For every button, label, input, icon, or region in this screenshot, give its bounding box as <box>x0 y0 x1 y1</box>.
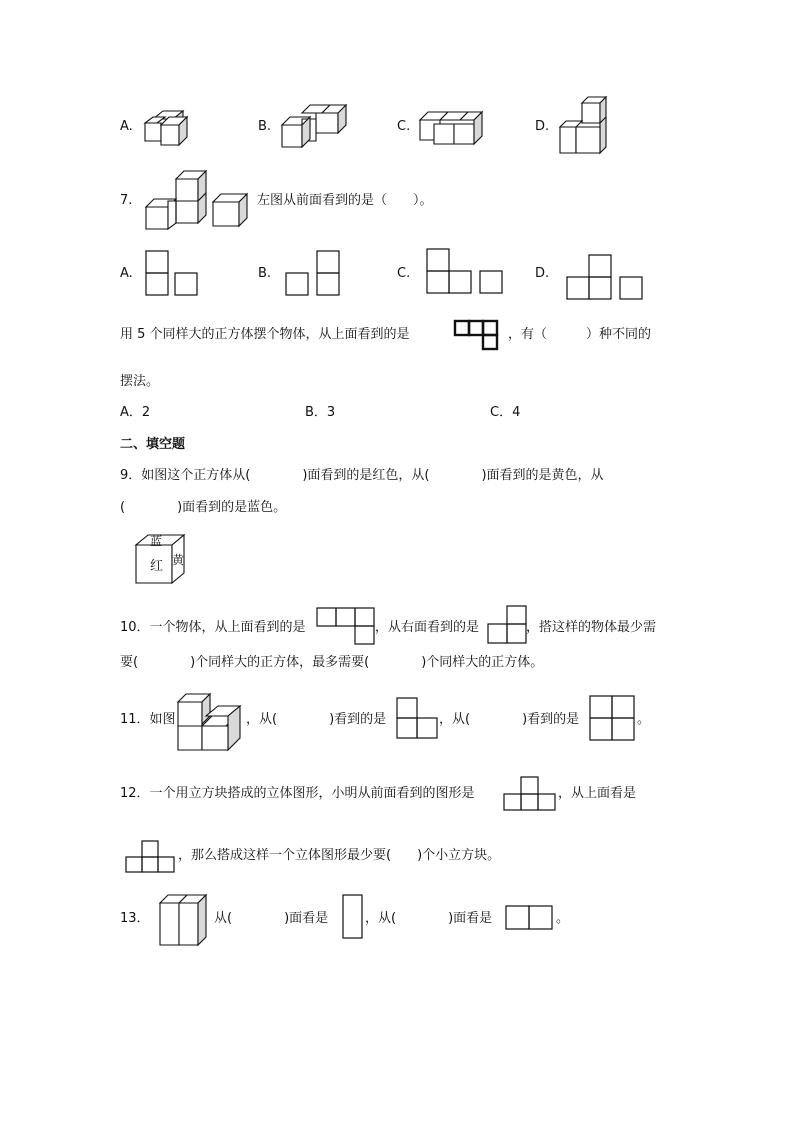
q12-line1-end: ，从上面看是 <box>558 786 637 801</box>
q6-option-d-letter: D. <box>535 119 550 134</box>
q8-text-part1: 用 5 个同样大的正方体摆个物体，从上面看到的是 <box>120 327 410 342</box>
q6-option-c-figure <box>418 106 488 146</box>
q13-view-b-figure <box>505 905 555 931</box>
q6-option-b-figure <box>280 103 348 149</box>
q13-solid-figure <box>158 893 210 947</box>
q12-front-view-figure <box>503 776 561 812</box>
q9-line1: 9．如图这个正方体从( )面看到的是红色，从( )面看到的是黄色，从 <box>120 468 604 483</box>
q7-option-c-view <box>426 248 506 296</box>
q9-top-face-label: 蓝 <box>150 534 163 548</box>
q11-text-part3: ，从( )看到的是 <box>439 712 580 727</box>
q11-text-part2: ，从( )看到的是 <box>246 712 387 727</box>
q7-option-d-letter: D. <box>535 266 550 281</box>
q7-number: 7. <box>120 193 133 208</box>
q6-option-c-letter: C. <box>397 119 411 134</box>
q7-option-b-view <box>285 250 345 296</box>
q11-text-part1: 11．如图 <box>120 712 176 727</box>
q9-side-face-label: 黄 <box>172 553 185 567</box>
q13-text-part3: 。 <box>556 911 570 926</box>
q11-solid-figure <box>176 692 246 752</box>
q7-option-c-letter: C. <box>397 266 411 281</box>
q12-line1: 12．一个用立方块搭成的立体图形，小明从前面看到的图形是 <box>120 786 475 801</box>
q9-front-face-label: 红 <box>150 559 164 574</box>
q7-single-cube <box>211 190 255 230</box>
q8-top-view-figure <box>454 320 504 352</box>
q7-question-text: 左图从前面看到的是（ ）。 <box>257 193 433 208</box>
q9-line2: ( )面看到的是蓝色。 <box>120 500 287 515</box>
q13-text-part1: 从( )面看是 <box>214 911 329 926</box>
q6-option-b-letter: B. <box>258 119 272 134</box>
q11-view-b-figure <box>589 695 637 743</box>
q7-stacked-figure <box>144 171 210 231</box>
q7-option-a-letter: A. <box>120 266 133 281</box>
q6-option-a-figure <box>143 103 195 147</box>
q12-line2: ，那么搭成这样一个立体图形最少要( )个小立方块。 <box>178 848 501 863</box>
q10-text-part3: ，搭这样的物体最少需 <box>526 620 657 635</box>
q8-text-part3: 摆法。 <box>120 374 160 389</box>
q7-option-d-view <box>566 254 646 302</box>
q13-view-a-figure <box>342 894 364 940</box>
q11-text-part4: 。 <box>637 712 651 727</box>
q6-option-a-letter: A. <box>120 119 133 134</box>
q8-option-a: A．2 <box>120 405 151 420</box>
q8-option-c: C．4 <box>490 405 521 420</box>
q10-right-view-figure <box>487 605 529 647</box>
q13-number: 13． <box>120 911 150 926</box>
q10-text-part2: ，从右面看到的是 <box>375 620 480 635</box>
q13-text-part2: ，从( )面看是 <box>365 911 493 926</box>
q12-top-view-figure <box>125 840 179 874</box>
q8-text-part2: ，有（ ）种不同的 <box>508 327 652 342</box>
q7-option-a-view <box>145 250 199 296</box>
q10-line2: 要( )个同样大的正方体，最多需要( )个同样大的正方体。 <box>120 655 544 670</box>
q7-option-b-letter: B. <box>258 266 272 281</box>
q10-top-view-figure <box>316 607 378 647</box>
q6-option-d-figure <box>558 97 612 157</box>
section-heading-fill-in: 二、填空题 <box>120 437 186 452</box>
q11-view-a-figure <box>396 697 440 741</box>
q10-text-part1: 10．一个物体，从上面看到的是 <box>120 620 306 635</box>
q8-option-b: B．3 <box>305 405 336 420</box>
